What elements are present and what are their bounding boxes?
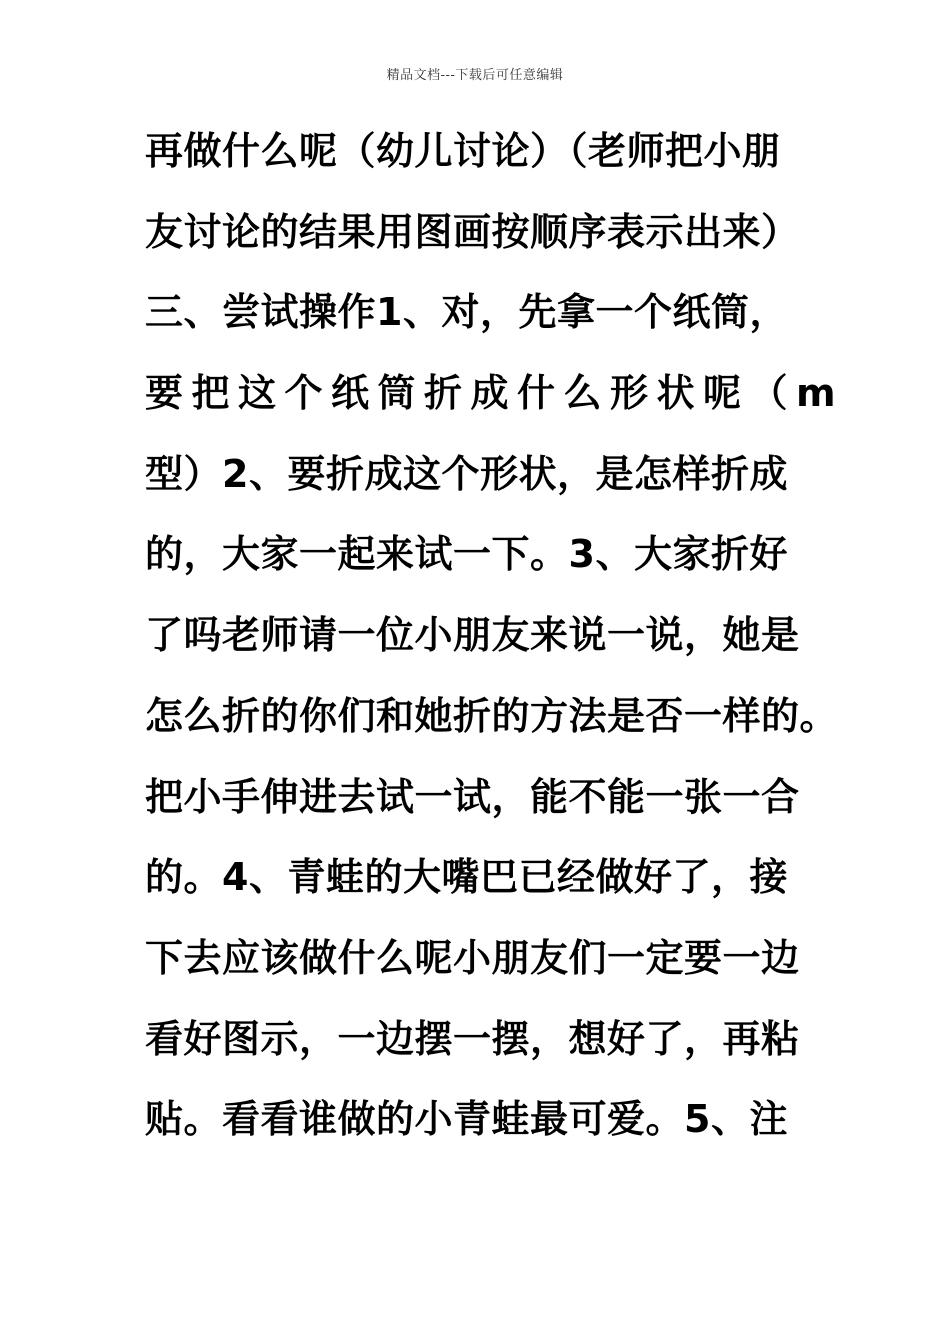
text-line: 友讨论的结果用图画按顺序表示出来） [145, 209, 800, 254]
text-line: 看好图示，一边摆一摆，想好了，再粘 [145, 1016, 800, 1061]
text-line: 要把这个纸筒折成什么形状呢（m [145, 371, 845, 416]
text-line: 再做什么呢（幼儿讨论）（老师把小朋 [145, 129, 781, 173]
text-line: 型）2、要折成这个形状，是怎样折成 [145, 451, 788, 496]
text-line: 把小手伸进去试一试，能不能一张一合 [145, 774, 800, 819]
page-header: 精品文档---下载后可任意编辑 [386, 68, 564, 83]
text-line: 了吗老师请一位小朋友来说一说，她是 [145, 613, 800, 658]
text-line: 贴。看看谁做的小青蛙最可爱。5、注 [145, 1097, 788, 1142]
text-line: 的。4、青蛙的大嘴巴已经做好了，接 [145, 855, 788, 900]
text-line: 怎么折的你们和她折的方法是否一样的。 [145, 693, 839, 738]
text-line: 的，大家一起来试一下。3、大家折好 [145, 532, 788, 577]
text-line: 三、尝试操作1、对，先拿一个纸筒， [145, 290, 788, 335]
body-text [145, 122, 845, 1171]
text-line: 下去应该做什么呢小朋友们一定要一边 [145, 935, 800, 980]
